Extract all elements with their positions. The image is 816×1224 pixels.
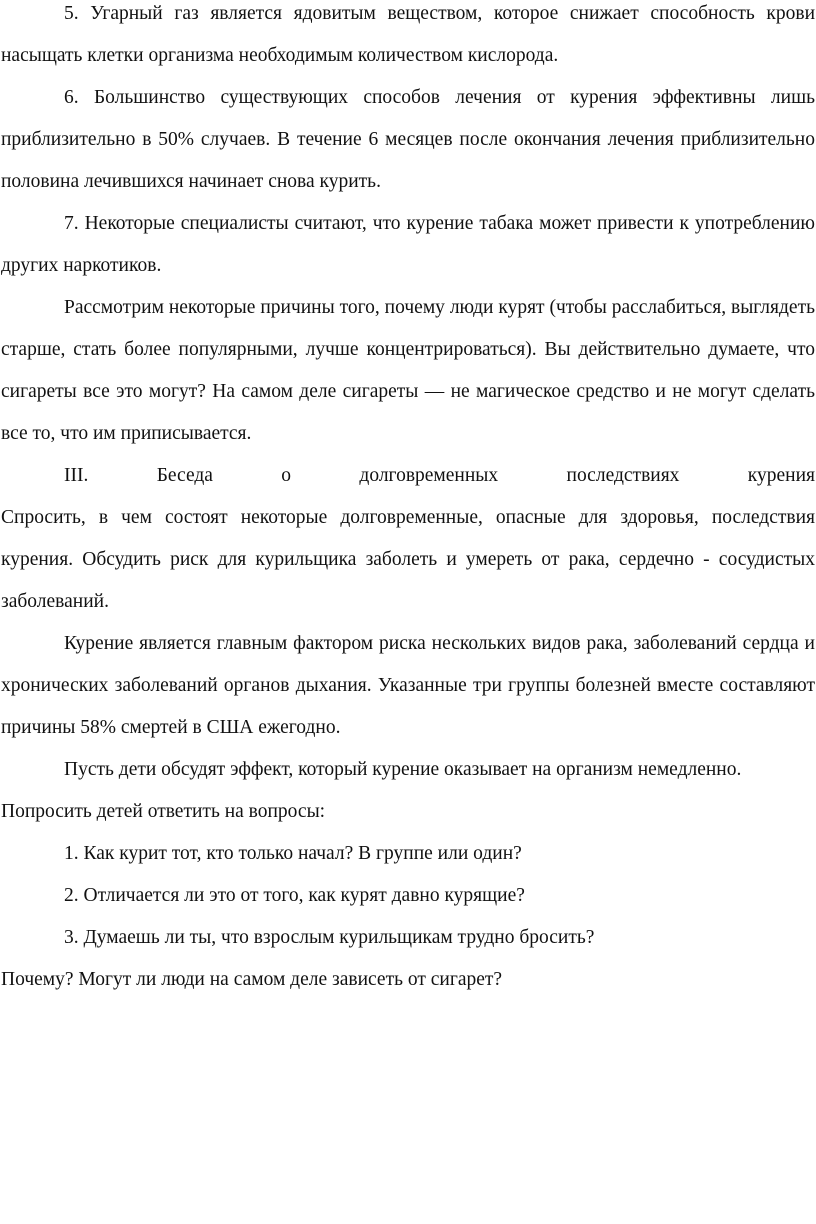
section-body: Спросить, в чем состоят некоторые долговременные, опасные для здоровья, последствия курения. Обсудить риск для курильщика заболеть и умереть от рака, сердечно - сосудистых заболеваний. xyxy=(1,507,815,612)
heading-word: Беседа xyxy=(156,465,213,486)
question-item: 3. Думаешь ли ты, что взрослым курильщикам трудно бросить? xyxy=(64,927,595,948)
paragraph-discuss: Пусть дети обсудят эффект, который курение оказывает на организм немедленно. xyxy=(64,759,742,780)
paragraph-item-7: 7. Некоторые специалисты считают, что курение табака может привести к употреблению других наркотиков. xyxy=(1,213,815,276)
heading-word: последствиях xyxy=(566,465,680,486)
section-heading xyxy=(1,455,815,497)
question-item: 1. Как курит тот, кто только начал? В группе или один? xyxy=(64,843,522,864)
paragraph-item-5: 5. Угарный газ является ядовитым веществом, которое снижает способность крови насыщать клетки организма необходимым количеством кислорода. xyxy=(1,3,815,66)
heading-word: долговременных xyxy=(359,465,499,486)
question-item: 2. Отличается ли это от того, как курят давно курящие? xyxy=(64,885,525,906)
paragraph-reasons: Рассмотрим некоторые причины того, почему люди курят (чтобы расслабиться, выглядеть старше, стать более популярными, лучше концентрироваться). Вы действительно думаете, что сигареты все это могут? На самом деле сигареты — не магическое средство и не могут сделать все то, что им приписывается. xyxy=(1,297,815,444)
heading-word: о xyxy=(281,465,292,486)
paragraph-ask: Попросить детей ответить на вопросы: xyxy=(1,801,326,822)
heading-word: III. xyxy=(64,465,89,486)
paragraph-item-6: 6. Большинство существующих способов лечения от курения эффективны лишь приблизительно в 50% случаев. В течение 6 месяцев после окончания лечения приблизительно половина лечившихся начинает снова курить. xyxy=(1,87,815,192)
heading-word: курения xyxy=(747,465,815,486)
paragraph-risk: Курение является главным фактором риска нескольких видов рака, заболеваний сердца и хронических заболеваний органов дыхания. Указанные три группы болезней вместе составляют причины 58% смертей в США ежегодно. xyxy=(1,633,815,738)
closing-line: Почему? Могут ли люди на самом деле зависеть от сигарет? xyxy=(1,969,503,990)
